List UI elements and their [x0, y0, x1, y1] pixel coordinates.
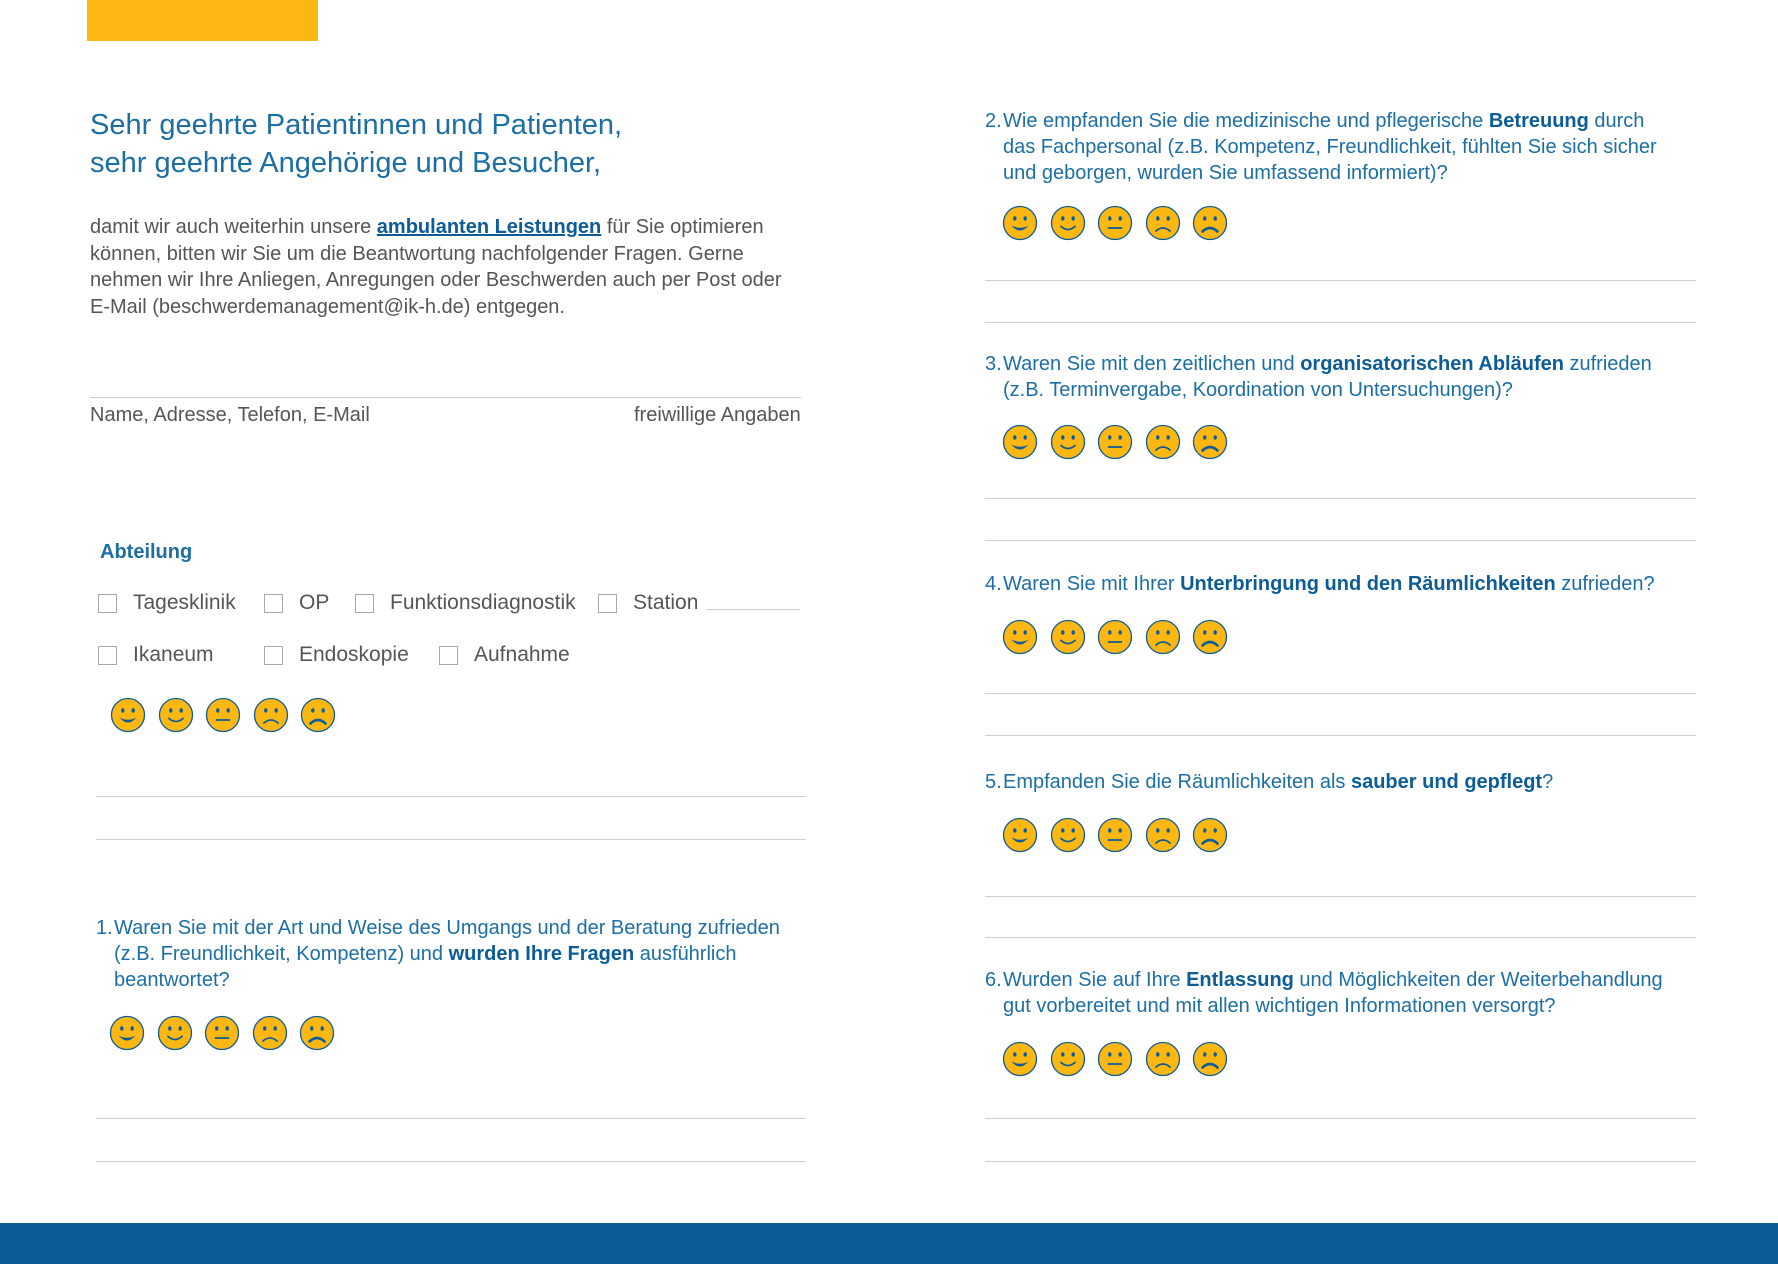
- question-4: [985, 571, 1670, 597]
- happy-face-icon[interactable]: [1050, 424, 1086, 460]
- checkbox-aufnahme[interactable]: [439, 643, 570, 667]
- happy-face-icon[interactable]: [1050, 205, 1086, 241]
- very-sad-face-icon[interactable]: [1192, 205, 1228, 241]
- neutral-face-icon[interactable]: [1097, 817, 1133, 853]
- very-sad-face-icon[interactable]: [1192, 817, 1228, 853]
- rating-question-2[interactable]: [1002, 205, 1240, 241]
- department-heading: Abteilung: [100, 541, 193, 563]
- neutral-face-icon[interactable]: [205, 697, 241, 733]
- happy-face-icon[interactable]: [158, 697, 194, 733]
- checkbox-box[interactable]: [598, 594, 617, 613]
- checkbox-op[interactable]: [264, 591, 329, 615]
- question-5: [985, 769, 1670, 795]
- question-emphasis: Betreuung: [1488, 110, 1589, 132]
- question-text: [985, 769, 1670, 795]
- checkbox-label: Funktionsdiagnostik: [390, 591, 576, 614]
- checkbox-box[interactable]: [98, 646, 117, 665]
- comment-line[interactable]: [985, 1118, 1696, 1119]
- intro-after: für Sie optimieren können, bitten wir Sie um die Beantwortung nachfolgender Fragen. Gerne nehmen wir Ihre Anliegen, Anregungen oder Beschwerden auch per Post oder E-Mail (beschwerdemanagement@ik-h.de) entgegen.: [90, 216, 782, 318]
- question-text: [985, 351, 1670, 403]
- greeting-line-2: sehr geehrte Angehörige und Besucher,: [90, 147, 602, 179]
- question-number: 6.: [985, 969, 1002, 991]
- sad-face-icon[interactable]: [1145, 1041, 1181, 1077]
- question-text-part: Wie empfanden Sie die medizinische und pflegerische: [1003, 110, 1489, 132]
- question-number: 2.: [985, 110, 1002, 132]
- comment-line[interactable]: [96, 796, 806, 797]
- sad-face-icon[interactable]: [252, 1015, 288, 1051]
- checkbox-label: Station: [633, 591, 699, 614]
- happy-face-icon[interactable]: [1050, 1041, 1086, 1077]
- rating-question-3[interactable]: [1002, 424, 1240, 460]
- intro-text: [90, 214, 790, 320]
- question-text: [985, 967, 1670, 1019]
- checkbox-box[interactable]: [264, 646, 283, 665]
- question-text-part: zufrieden (z.B. Terminvergabe, Koordination von Untersuchungen)?: [1003, 353, 1652, 401]
- sad-face-icon[interactable]: [1145, 205, 1181, 241]
- very-happy-face-icon[interactable]: [1002, 619, 1038, 655]
- very-happy-face-icon[interactable]: [1002, 1041, 1038, 1077]
- checkbox-box[interactable]: [264, 594, 283, 613]
- greeting-line-1: Sehr geehrte Patientinnen und Patienten,: [90, 109, 623, 141]
- accent-bar: [87, 0, 318, 41]
- question-2: [985, 108, 1670, 186]
- question-text-part: ausführlich beantwortet?: [114, 943, 737, 991]
- question-3: [985, 351, 1670, 403]
- contact-note: freiwillige Angaben: [634, 404, 801, 426]
- sad-face-icon[interactable]: [253, 697, 289, 733]
- rating-question-4[interactable]: [1002, 619, 1240, 655]
- very-sad-face-icon[interactable]: [1192, 619, 1228, 655]
- checkbox-box[interactable]: [355, 594, 374, 613]
- very-sad-face-icon[interactable]: [300, 697, 336, 733]
- question-emphasis: sauber und gepflegt: [1350, 771, 1543, 793]
- station-input-line[interactable]: [706, 609, 800, 610]
- checkbox-tagesklinik[interactable]: [98, 591, 236, 615]
- footer-bar: [0, 1223, 1778, 1264]
- neutral-face-icon[interactable]: [1097, 1041, 1133, 1077]
- intro-before: damit wir auch weiterhin unsere: [90, 216, 377, 238]
- question-text: [985, 571, 1670, 597]
- question-emphasis: organisatorischen Abläufen: [1300, 353, 1564, 375]
- rating-department[interactable]: [110, 697, 348, 733]
- contact-label: Name, Adresse, Telefon, E-Mail: [90, 404, 370, 426]
- question-1: [96, 915, 806, 993]
- question-6: [985, 967, 1670, 1019]
- question-text-part: zufrieden?: [1555, 573, 1655, 595]
- comment-line[interactable]: [96, 1161, 806, 1162]
- question-number: 4.: [985, 573, 1002, 595]
- question-text-part: durch das Fachpersonal (z.B. Kompetenz, Freundlichkeit, fühlten Sie sich sicher und geborgen, wurden Sie umfassend informiert)?: [1003, 110, 1657, 184]
- very-happy-face-icon[interactable]: [1002, 817, 1038, 853]
- question-text: [96, 915, 806, 993]
- comment-line[interactable]: [985, 1161, 1696, 1162]
- comment-line[interactable]: [985, 937, 1696, 938]
- sad-face-icon[interactable]: [1145, 817, 1181, 853]
- checkbox-endoskopie[interactable]: [264, 643, 409, 667]
- checkbox-label: Endoskopie: [299, 643, 409, 666]
- neutral-face-icon[interactable]: [204, 1015, 240, 1051]
- question-emphasis: wurden Ihre Fragen: [448, 943, 635, 965]
- very-sad-face-icon[interactable]: [1192, 1041, 1228, 1077]
- very-sad-face-icon[interactable]: [299, 1015, 335, 1051]
- checkbox-station[interactable]: [598, 591, 698, 615]
- comment-line[interactable]: [985, 693, 1696, 694]
- question-number: 3.: [985, 353, 1002, 375]
- comment-line[interactable]: [96, 839, 806, 840]
- rating-question-1[interactable]: [109, 1015, 347, 1051]
- sad-face-icon[interactable]: [1145, 424, 1181, 460]
- question-text-part: Waren Sie mit der Art und Weise des Umgangs und der Beratung zufrieden (z.B. Freundlichkeit, Kompetenz) und: [114, 917, 780, 965]
- question-text-part: ?: [1542, 771, 1554, 793]
- intro-highlight: ambulanten Leistungen: [376, 216, 602, 238]
- happy-face-icon[interactable]: [1050, 619, 1086, 655]
- checkbox-box[interactable]: [98, 594, 117, 613]
- question-emphasis: Unterbringung und den Räumlichkeiten: [1180, 573, 1556, 595]
- very-happy-face-icon[interactable]: [1002, 205, 1038, 241]
- checkbox-label: OP: [299, 591, 330, 614]
- checkbox-funktionsdiagnostik[interactable]: [355, 591, 576, 615]
- question-text-part: und Möglichkeiten der Weiterbehandlung gut vorbereitet und mit allen wichtigen Informationen versorgt?: [1003, 969, 1663, 1017]
- very-happy-face-icon[interactable]: [110, 697, 146, 733]
- neutral-face-icon[interactable]: [1097, 619, 1133, 655]
- very-sad-face-icon[interactable]: [1192, 424, 1228, 460]
- rating-question-6[interactable]: [1002, 1041, 1240, 1077]
- checkbox-label: Aufnahme: [474, 643, 570, 666]
- checkbox-box[interactable]: [439, 646, 458, 665]
- question-text-part: Waren Sie mit Ihrer: [1003, 573, 1181, 595]
- comment-line[interactable]: [985, 896, 1696, 897]
- question-text: [985, 108, 1670, 186]
- question-text-part: Wurden Sie auf Ihre: [1003, 969, 1187, 991]
- question-emphasis: Entlassung: [1186, 969, 1294, 991]
- very-happy-face-icon[interactable]: [1002, 424, 1038, 460]
- neutral-face-icon[interactable]: [1097, 424, 1133, 460]
- very-happy-face-icon[interactable]: [109, 1015, 145, 1051]
- question-number: 1.: [96, 917, 113, 939]
- question-number: 5.: [985, 771, 1002, 793]
- sad-face-icon[interactable]: [1145, 619, 1181, 655]
- neutral-face-icon[interactable]: [1097, 205, 1133, 241]
- checkbox-label: Tagesklinik: [133, 591, 236, 614]
- comment-line[interactable]: [985, 322, 1696, 323]
- comment-line[interactable]: [96, 1118, 806, 1119]
- comment-line[interactable]: [985, 735, 1696, 736]
- contact-line[interactable]: [90, 397, 801, 398]
- question-text-part: Empfanden Sie die Räumlichkeiten als: [1003, 771, 1351, 793]
- greeting: [90, 106, 790, 182]
- checkbox-ikaneum[interactable]: [98, 643, 214, 667]
- question-text-part: Waren Sie mit den zeitlichen und: [1003, 353, 1301, 375]
- rating-question-5[interactable]: [1002, 817, 1240, 853]
- checkbox-label: Ikaneum: [133, 643, 214, 666]
- comment-line[interactable]: [985, 498, 1696, 499]
- happy-face-icon[interactable]: [157, 1015, 193, 1051]
- comment-line[interactable]: [985, 280, 1696, 281]
- comment-line[interactable]: [985, 540, 1696, 541]
- happy-face-icon[interactable]: [1050, 817, 1086, 853]
